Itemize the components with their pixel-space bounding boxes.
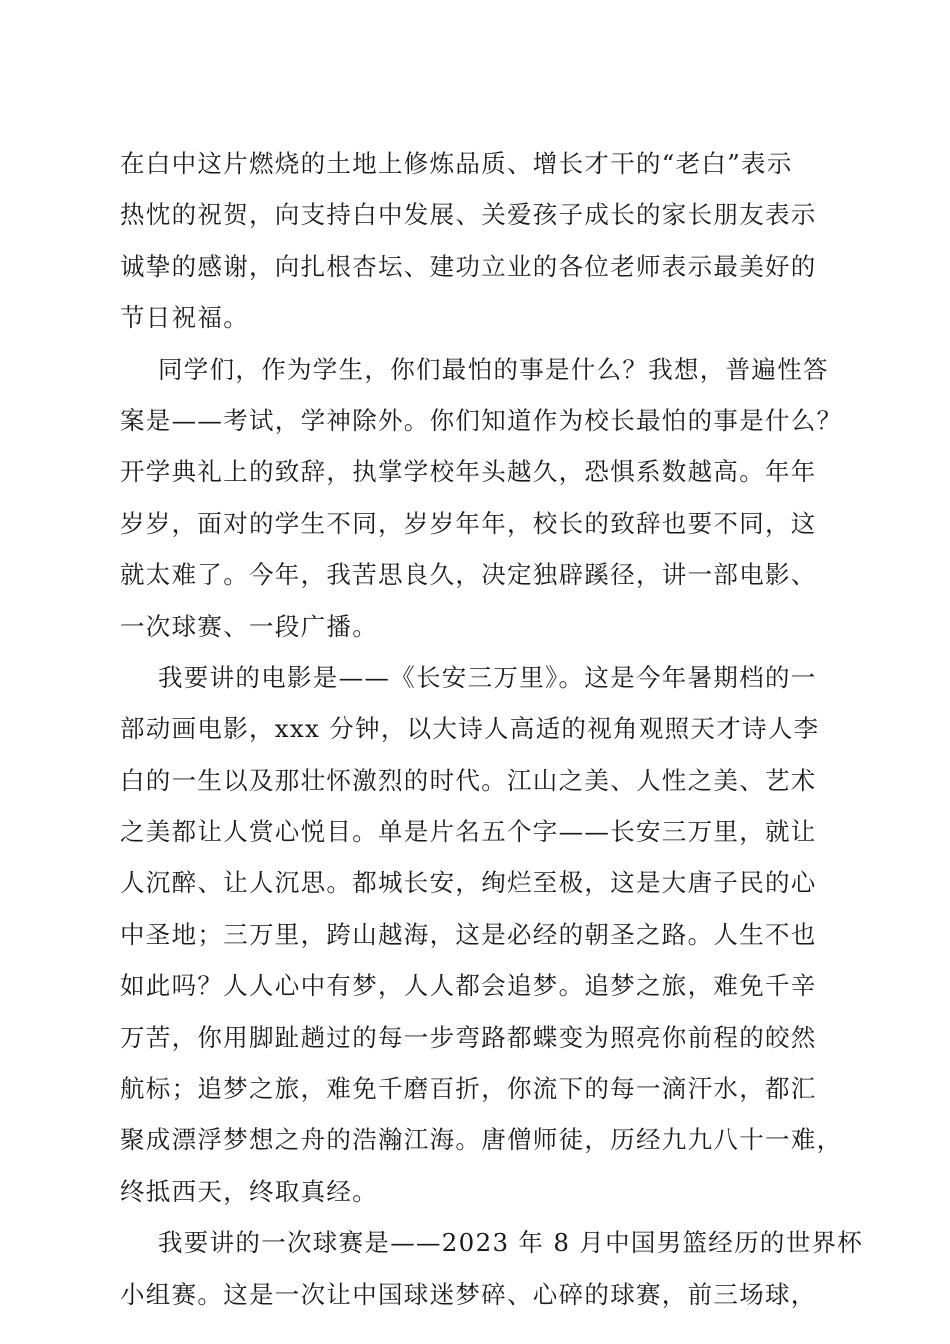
text-line: 一次球赛、一段广播。 <box>120 611 378 641</box>
text-line: 部动画电影，xxx 分钟，以大诗人高适的视角观照天才诗人李 <box>120 714 820 744</box>
text-line: 岁岁，面对的学生不同，岁岁年年，校长的致辞也要不同，这 <box>120 508 817 538</box>
text-line: 开学典礼上的致辞，执掌学校年头越久，恐惧系数越高。年年 <box>120 457 817 487</box>
paragraph-first-line: 我要讲的电影是——《长安三万里》。这是今年暑期档的一 <box>158 662 817 692</box>
text-line: 终抵西天，终取真经。 <box>120 1176 378 1206</box>
text-line: 聚成漂浮梦想之舟的浩瀚江海。唐僧师徒，历经九九八十一难， <box>120 1125 843 1155</box>
text-line: 航标；追梦之旅，难免千磨百折，你流下的每一滴汗水，都汇 <box>120 1074 817 1104</box>
text-line: 小组赛。这是一次让中国球迷梦碎、心碎的球赛，前三场球， <box>120 1279 817 1309</box>
text-line: 就太难了。今年，我苦思良久，决定独辟蹊径，讲一部电影、 <box>120 560 817 590</box>
text-line: 人沉醉、让人沉思。都城长安，绚烂至极，这是大唐子民的心 <box>120 868 817 898</box>
paragraph-first-line: 我要讲的一次球赛是——2023 年 8 月中国男篮经历的世界杯 <box>158 1228 864 1258</box>
text-line: 中圣地；三万里，跨山越海，这是必经的朝圣之路。人生不也 <box>120 919 817 949</box>
text-line: 诚挚的感谢，向扎根杏坛、建功立业的各位老师表示最美好的 <box>120 251 817 281</box>
text-line: 节日祝福。 <box>120 303 249 333</box>
text-line: 之美都让人赏心悦目。单是片名五个字——长安三万里，就让 <box>120 817 817 847</box>
text-line: 在白中这片燃烧的土地上修炼品质、增长才干的“老白”表示 <box>120 149 793 178</box>
text-line: 如此吗？人人心中有梦，人人都会追梦。追梦之旅，难免千辛 <box>120 971 817 1001</box>
text-line: 白的一生以及那壮怀激烈的时代。江山之美、人性之美、艺术 <box>120 765 817 795</box>
text-line: 热忱的祝贺，向支持白中发展、关爱孩子成长的家长朋友表示 <box>120 200 817 230</box>
speech-text <box>120 138 864 1320</box>
paragraph-first-line: 同学们，作为学生，你们最怕的事是什么？我想，普遍性答 <box>158 354 829 384</box>
text-line: 案是——考试，学神除外。你们知道作为校长最怕的事是什么？ <box>120 405 843 435</box>
text-line: 万苦，你用脚趾趟过的每一步弯路都蝶变为照亮你前程的皎然 <box>120 1022 817 1052</box>
